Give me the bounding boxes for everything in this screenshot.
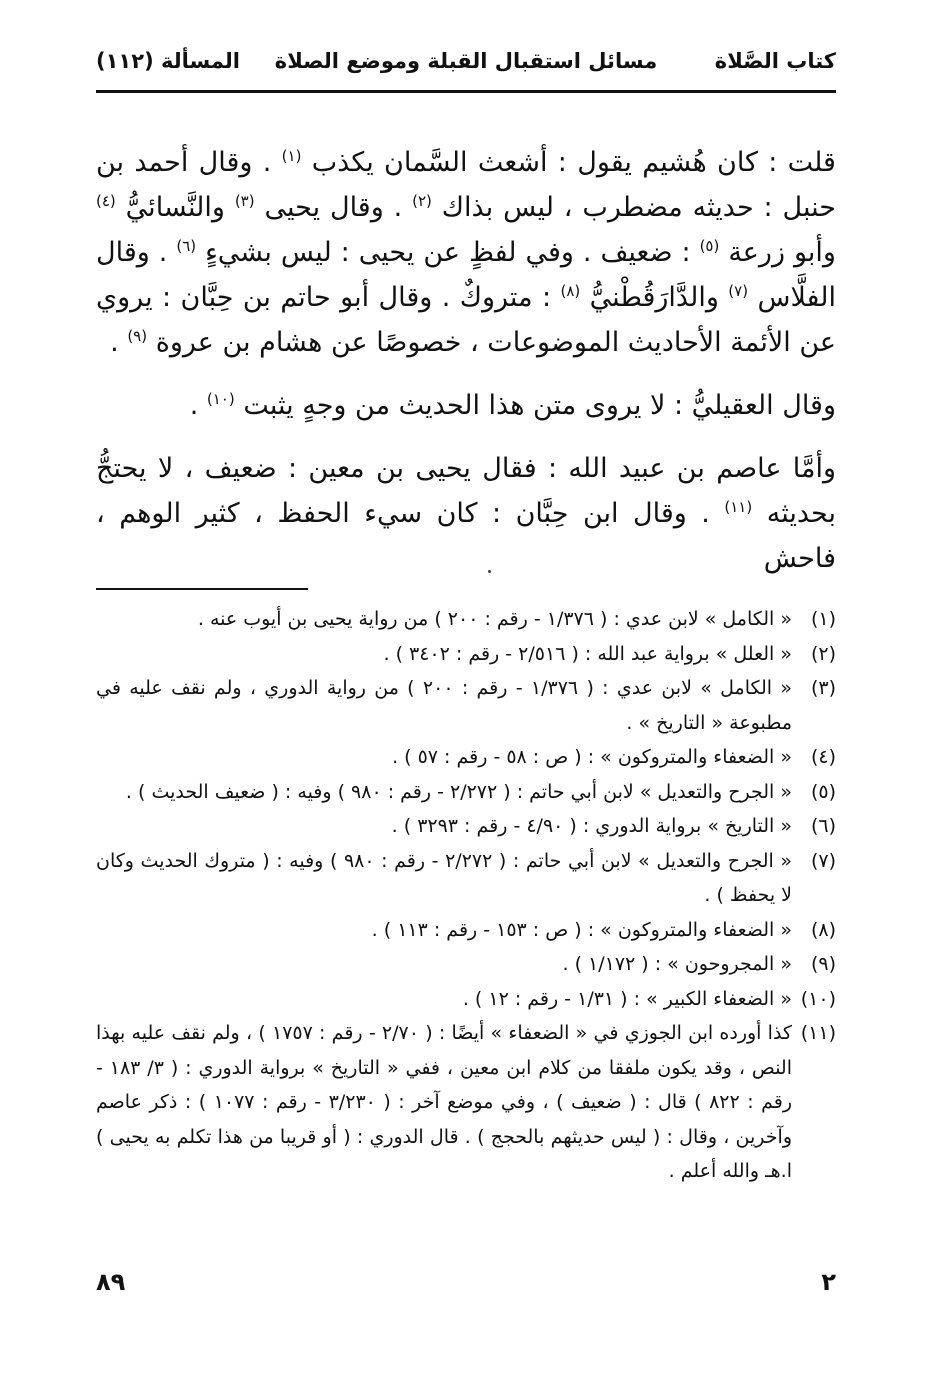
text-run: . وقال ابن حِبَّان : كان سيء الحفظ ، كثير الوهم ، فاحش <box>96 498 836 574</box>
footnote-ref[interactable]: (٩) <box>127 327 148 345</box>
footnote-item <box>96 809 836 844</box>
footnote-ref[interactable]: (٤) <box>96 192 116 210</box>
footnote-number: (٢) <box>810 642 836 665</box>
chapter-title: مسائل استقبال القبلة وموضع الصلاة <box>274 49 658 73</box>
footnote-text: « العلل » برواية عبد الله : ( ٢/٥١٦ - رقم : ٣٤٠٢ ) . <box>383 642 792 665</box>
footnote-number: (٩) <box>810 953 836 975</box>
footnote-text: « الجرح والتعديل » لابن أبي حاتم : ( ٢/٢٧٢ - رقم : ٩٨٠ ) وفيه : ( ضعيف الحديث ) . <box>125 780 792 803</box>
volume-number: ٢ <box>821 1268 836 1296</box>
footnote-number: (١٠) <box>800 987 836 1010</box>
text-run: . وقال الفلَّاس <box>96 237 836 313</box>
footnote-text: « التاريخ » برواية الدوري : ( ٤/٩٠ - رقم : ٣٢٩٣ ) . <box>391 815 792 837</box>
footnote-ref[interactable]: (٨) <box>560 282 581 300</box>
text-run: قلت : كان هُشيم يقول : أشعث السَّمان يكذب <box>311 147 836 178</box>
footnote-number: (٦) <box>810 815 836 837</box>
text-run: . <box>110 327 119 358</box>
footnote-number: (١) <box>810 608 836 630</box>
footnote-ref[interactable]: (٦) <box>176 237 197 255</box>
text-run: . وقال يحيى <box>264 192 403 223</box>
paragraph-2 <box>96 383 836 428</box>
footnote-item <box>96 740 836 775</box>
text-run: وقال العقيليُّ : لا يروى متن هذا الحديث من وجهٍ يثبت <box>243 390 836 421</box>
footnote-item <box>96 947 836 982</box>
footnote-text: « الضعفاء الكبير » : ( ١/٣١ - رقم : ١٢ ) . <box>462 987 792 1010</box>
text-run: : ضعيف . وفي لفظٍ عن يحيى : ليس بشيءٍ <box>205 237 691 268</box>
footnote-text: « الجرح والتعديل » لابن أبي حاتم : ( ٢/٢٧٢ - رقم : ٩٨٠ ) وفيه : ( متروك الحديث وكان لا يحفظ ) . <box>96 849 792 906</box>
footnote-item <box>96 982 836 1017</box>
footnote-text: « المجروحون » : ( ١/١٧٢ ) . <box>562 953 792 975</box>
text-run: . وقال أحمد بن حنبل : حديثه مضطرب ، ليس بذاك <box>96 147 836 223</box>
footnote-item <box>96 844 836 913</box>
footnote-item <box>96 775 836 810</box>
footnote-number: (٣) <box>810 677 836 699</box>
footnote-number: (٥) <box>810 780 836 803</box>
footnote-item <box>96 637 836 672</box>
footnote-number: (٨) <box>810 918 836 941</box>
footnote-number: (٧) <box>810 849 836 872</box>
footnote-item <box>96 602 836 637</box>
footnote-text: « الضعفاء والمتروكون » : ( ص : ١٥٣ - رقم : ١١٣ ) . <box>371 918 792 941</box>
footnote-item <box>96 1016 836 1189</box>
footnote-ref[interactable]: (٣) <box>234 192 255 210</box>
print-speck <box>488 570 491 573</box>
text-run: والنَّسائيُّ <box>125 192 225 223</box>
paragraph-1 <box>96 140 836 365</box>
footnote-text: « الكامل » لابن عدي : ( ١/٣٧٦ - رقم : ٢٠٠ ) من رواية الدوري ، ولم نقف عليه في مطبوعة « التاريخ » . <box>96 677 792 734</box>
footnote-item <box>96 913 836 948</box>
book-title: كتاب الصَّلاة <box>714 49 836 73</box>
footnote-ref[interactable]: (٧) <box>728 282 749 300</box>
header-rule <box>96 90 836 93</box>
footnote-item <box>96 671 836 740</box>
footnote-text: « الضعفاء والمتروكون » : ( ص : ٥٨ - رقم : ٥٧ ) . <box>392 746 792 768</box>
footnote-ref[interactable]: (١١) <box>724 498 753 516</box>
footnote-ref[interactable]: (١) <box>281 147 302 165</box>
footnote-ref[interactable]: (١٠) <box>206 390 235 408</box>
page-number: ٨٩ <box>96 1268 126 1296</box>
issue-number: المسألة (١١٢) <box>96 49 241 73</box>
text-run: وأمَّا عاصم بن عبيد الله : فقال يحيى بن معين : ضعيف ، لا يحتجُّ بحديثه <box>96 453 836 529</box>
footnote-text: كذا أورده ابن الجوزي في « الضعفاء » أيضًا : ( ٢/٧٠ - رقم : ١٧٥٧ ) ، ولم نقف عليه بهذا النص ، وقد يكون ملفقا من كلام ابن معين ، ففي « التاريخ » برواية الدوري : ( ٣/ ١٨٣ - رقم : ٨٢٢ ) قال : ( ضعيف ) ، وفي موضع آخر : ( ٣/٢٣٠ - رقم : ١٠٧٧ ) : ذكر عاصم وآخرين ، وقال : ( ليس حديثهم بالحجج ) . قال الدوري : ( أو قريبا من هذا تكلم به يحيى ) ا.هـ والله أعلم . <box>96 1022 793 1182</box>
footnote-ref[interactable]: (٥) <box>699 237 720 255</box>
footnote-number: (٤) <box>810 746 836 768</box>
footnote-text: « الكامل » لابن عدي : ( ١/٣٧٦ - رقم : ٢٠٠ ) من رواية يحيى بن أيوب عنه . <box>197 608 792 630</box>
text-run: وأبو زرعة <box>728 237 836 268</box>
footnote-ref[interactable]: (٢) <box>412 192 432 210</box>
footnote-number: (١١) <box>800 1022 836 1044</box>
running-header <box>96 44 836 78</box>
text-run: : متروكٌ . وقال أبو حاتم بن حِبَّان : يروي عن الأئمة الأحاديث الموضوعات ، خصوصًا عن هشام بن عروة <box>96 282 836 358</box>
text-run: والدَّارَقُطْنيُّ <box>589 282 719 313</box>
main-text <box>96 140 836 599</box>
text-run: . <box>189 390 199 421</box>
footnotes <box>96 602 836 1189</box>
footnote-separator <box>96 588 308 590</box>
paragraph-3 <box>96 446 836 581</box>
